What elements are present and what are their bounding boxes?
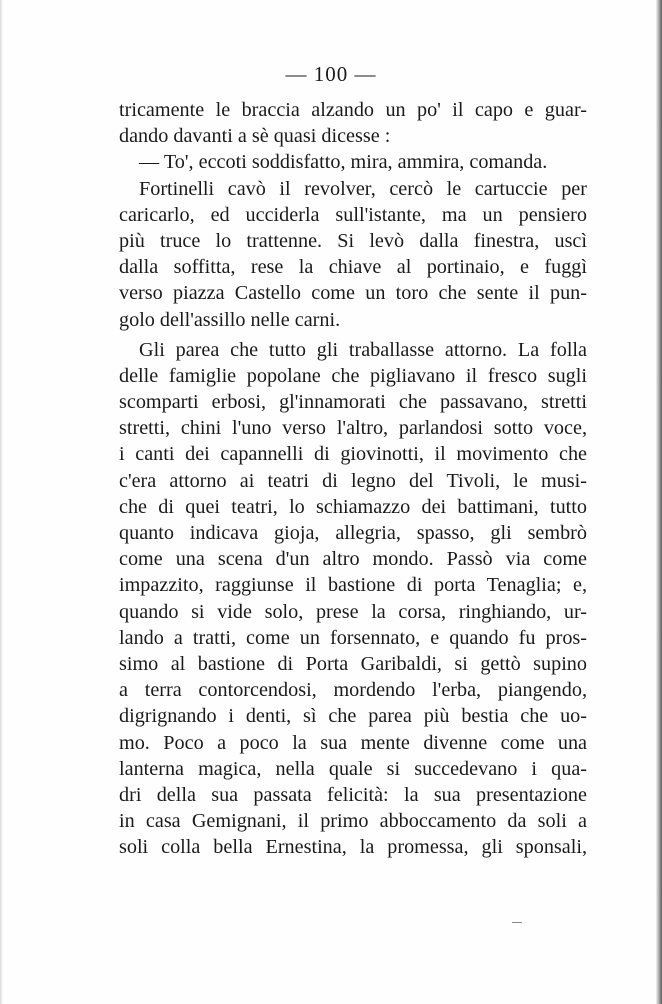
text-line: in casa Gemignani, il primo abboccamento da soli a: [119, 810, 587, 833]
body-text: [119, 97, 587, 860]
text-line: — To', eccoti soddisfatto, mira, ammira, comanda.: [139, 151, 548, 174]
text-line: c'era attorno ai teatri di legno del Tivoli, le musi-: [119, 469, 587, 492]
text-line: delle famiglie popolane che pigliavano il fresco sugli: [119, 364, 587, 387]
text-line: digrignando i denti, sì che parea più bestia che uo-: [119, 705, 587, 728]
text-line: dalla soffitta, rese la chiave al portinaio, e fuggì: [119, 256, 587, 279]
text-line: scomparti erbosi, gl'innamorati che passavano, stretti: [119, 391, 587, 414]
text-line: caricarlo, ed ucciderla sull'istante, ma un pensiero: [119, 203, 587, 226]
text-line: come una scena d'un altro mondo. Passò via come: [119, 548, 587, 571]
text-line: tricamente le braccia alzando un po' il capo e guar-: [119, 99, 587, 121]
page-edge-right: [656, 0, 662, 1004]
text-line: che di quei teatri, lo schiamazzo dei battimani, tutto: [119, 495, 587, 518]
text-line: a terra contorcendosi, mordendo l'erba, piangendo,: [119, 679, 587, 702]
text-line: più truce lo trattenne. Si levò dalla finestra, uscì: [119, 229, 587, 252]
page-number: — 100 —: [285, 62, 377, 86]
text-line: Fortinelli cavò il revolver, cercò le cartuccie per: [139, 177, 587, 200]
text-line: i canti dei capannelli di giovinotti, il movimento che: [119, 443, 587, 466]
text-line: simo al bastione di Porta Garibaldi, si gettò supino: [119, 652, 587, 675]
text-line: quando si vide solo, prese la corsa, ringhiando, ur-: [119, 600, 587, 623]
text-line: verso piazza Castello come un toro che sente il pun-: [119, 282, 587, 305]
text-line: lanterna magica, nella quale si succedevano i qua-: [119, 757, 587, 780]
print-mark: [512, 922, 522, 923]
text-line: mo. Poco a poco la sua mente divenne come una: [119, 731, 587, 754]
text-line: dri della sua passata felicità: la sua presentazione: [119, 783, 587, 806]
text-line: impazzito, raggiunse il bastione di porta Tenaglia; e,: [119, 574, 587, 597]
text-line: golo dell'assillo nelle carni.: [119, 308, 341, 331]
text-line: lando a tratti, come un forsennato, e quando fu pros-: [119, 626, 587, 649]
text-line: quanto indicava gioja, allegria, spasso, gli sembrò: [119, 522, 587, 544]
text-line: stretti, chini l'uno verso l'altro, parlandosi sotto voce,: [119, 417, 587, 440]
text-line: Gli parea che tutto gli traballasse attorno. La folla: [139, 338, 587, 361]
text-line: dando davanti a sè quasi dicesse :: [119, 125, 391, 148]
page-edge-left: [0, 0, 3, 1004]
text-line: soli colla bella Ernestina, la promessa, gli sponsali,: [119, 836, 587, 859]
